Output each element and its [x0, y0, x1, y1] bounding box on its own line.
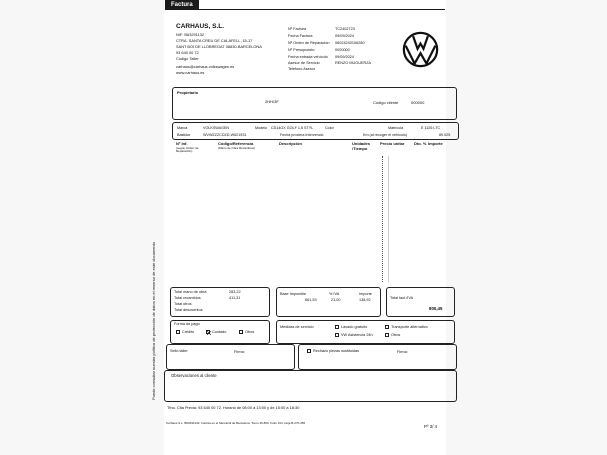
bastidor-value: WVWZZZCDZD-W621931 — [203, 133, 247, 137]
col-header-precio: Precio unitar — [380, 141, 405, 146]
company-line: carhaus@carhaus.volkswagen.es — [176, 64, 235, 69]
payment-option-otros[interactable] — [239, 330, 254, 334]
info-value: 06024240106280 — [335, 41, 365, 45]
owner-box — [172, 87, 457, 120]
workshop-seal-box — [166, 344, 295, 370]
page-number: Pº 3/ 4 — [424, 424, 438, 429]
payment-option-credito[interactable] — [176, 330, 194, 334]
total-value: 283,22 — [229, 290, 241, 294]
signature-label: Firma: — [397, 350, 408, 354]
rejection-option[interactable] — [307, 349, 359, 353]
invoice-info — [288, 27, 398, 75]
service-option[interactable] — [335, 333, 373, 337]
option-label: VW Asistencia 24h — [341, 333, 373, 337]
footer-contact: Tfno. Cita Previa: 93 640 00 72. Horario de 08:00 a 13:00 y de 15:00 a 18:30 — [167, 405, 300, 410]
checked-checkbox-icon[interactable] — [206, 330, 210, 334]
document-tab: Factura — [165, 0, 199, 10]
matricula-value: E 1126 LTC — [421, 126, 441, 130]
matricula-label: Matrícula — [388, 126, 404, 130]
observations-box — [164, 370, 457, 402]
total-label: Total descuentos — [174, 308, 203, 312]
km-value: 89.025 — [439, 133, 451, 137]
grand-total-label: Total fact./IVA — [390, 296, 414, 300]
info-label: Fecha entrada vehículo — [288, 55, 328, 59]
col-header-importe: Importe — [428, 141, 443, 146]
services-box — [276, 320, 455, 344]
vw-logo-icon — [402, 31, 439, 68]
option-label: Lavado gratuito — [341, 325, 368, 329]
total-label: Total otros — [174, 302, 192, 306]
info-value: RENZO MUGUERZA — [335, 61, 372, 65]
col-header-descripcion: Descripción — [279, 141, 302, 146]
payment-option-contado[interactable] — [206, 330, 226, 334]
modelo-label: Modelo — [255, 126, 268, 130]
col-sub-ninf: (según Orden de Reparación) — [176, 146, 199, 154]
option-label: Contado — [212, 330, 227, 334]
service-option[interactable] — [385, 333, 400, 337]
info-value: 09/09/2024 — [335, 34, 355, 38]
company-line: 93 640 00 72 — [176, 50, 199, 55]
total-label: Total mano de obra — [174, 290, 207, 294]
marca-value: VOLKSWAGEN — [203, 126, 230, 130]
client-value: 000000 — [411, 100, 425, 105]
col-header-unidades: Unidades /Tiempo — [352, 141, 371, 151]
lines-table — [172, 142, 459, 282]
observations-label: Observaciones al cliente — [171, 373, 217, 378]
owner-label: Propietario — [177, 90, 199, 95]
checkbox-icon[interactable] — [385, 325, 389, 329]
checkbox-icon[interactable] — [307, 349, 311, 353]
company-line: NIF: B63291132 — [176, 32, 205, 37]
checkbox-icon[interactable] — [176, 330, 180, 334]
modelo-value: CD14GX GOLF 1,5 STYL — [271, 126, 314, 130]
seal-label: Sello taller — [170, 349, 188, 353]
col-sub-codigo: (Mano de Obra Recambios) — [218, 146, 256, 150]
km-label: Km (al recoger el vehículo) — [363, 133, 408, 137]
client-label: Código cliente — [373, 100, 399, 105]
company-line: SANT BOI DE LLOBREGAT 08830-BARCELONA — [176, 44, 262, 49]
company-line: Código Taller — [176, 56, 199, 61]
signature-label: Firma: — [234, 350, 245, 354]
payment-box — [170, 320, 270, 344]
rejection-label: Rechazo piezas sustituidas — [313, 349, 360, 353]
grand-total-value: 800,45 — [429, 306, 443, 311]
column-divider — [382, 156, 383, 282]
info-label: Asesor de Servicio — [288, 61, 320, 65]
imp-value: 138,92 — [359, 298, 371, 302]
service-option[interactable] — [385, 325, 428, 329]
company-name: CARHAUS, S.L. — [176, 23, 225, 30]
checkbox-icon[interactable] — [239, 330, 243, 334]
info-value: 09/09/2024 — [335, 55, 355, 59]
option-label: Otros — [245, 330, 255, 334]
service-option[interactable] — [335, 325, 367, 329]
col-header-ninf: Nº Inf. — [176, 141, 188, 146]
services-label: Medidas de servicio — [280, 325, 314, 329]
company-line: CTRA. SANTA CREU DE CALAFELL ,15-17 — [176, 38, 253, 43]
info-label: Nº Factura — [288, 27, 307, 31]
option-label: Otros — [391, 333, 401, 337]
vertical-privacy-note: Puede consultar nuestra política de protección de datos en el reverso de este documento — [151, 241, 156, 400]
totals-box — [170, 287, 270, 317]
pct-label: % IVA — [329, 292, 340, 296]
col-header-dto: Dto. % — [414, 141, 427, 146]
owner-name: 2HH/3F — [265, 99, 279, 104]
base-value: 661,53 — [305, 298, 317, 302]
total-label: Total recambios — [174, 296, 201, 300]
info-label: Teléfono Asesor — [288, 67, 316, 71]
info-value: 0000000 — [335, 48, 350, 52]
company-line: www.carhaus.es — [176, 70, 205, 75]
tax-box — [276, 287, 381, 317]
itv-label: Fecha próxima Intervenció — [280, 133, 324, 137]
payment-label: Forma de pago — [174, 322, 200, 326]
imp-label: Importe — [359, 292, 372, 296]
option-label: Crédito — [182, 330, 195, 334]
parts-rejection-box — [298, 344, 457, 370]
base-label: Base Imponible — [280, 292, 307, 296]
column-divider — [388, 156, 389, 282]
info-label: Fecha Factura — [288, 34, 313, 38]
grand-total-box — [386, 287, 455, 317]
info-label: Nº Presupuesto — [288, 48, 315, 52]
pct-value: 21,00 — [331, 298, 341, 302]
col-header-codigo: Código/Referencia — [218, 141, 254, 146]
checkbox-icon[interactable] — [335, 333, 339, 337]
info-label: Nº Orden de Reparación — [288, 41, 330, 45]
color-label: Color — [325, 126, 334, 130]
bastidor-label: Bastidor — [177, 133, 191, 137]
total-value: 411,31 — [229, 296, 241, 300]
marca-label: Marca — [177, 126, 188, 130]
checkbox-icon[interactable] — [385, 333, 389, 337]
info-value: TC2402723 — [335, 27, 355, 31]
option-label: Transporte alternativo — [391, 325, 428, 329]
header-rule — [165, 9, 445, 10]
footer-registry: Carhaus S.L. B63291132. Inscrita en el Mercantil de Barcelona, Tomo 36.806, Folio 194, Hoja B-270.455 — [166, 421, 306, 425]
checkbox-icon[interactable] — [335, 325, 339, 329]
vehicle-box — [172, 122, 459, 140]
